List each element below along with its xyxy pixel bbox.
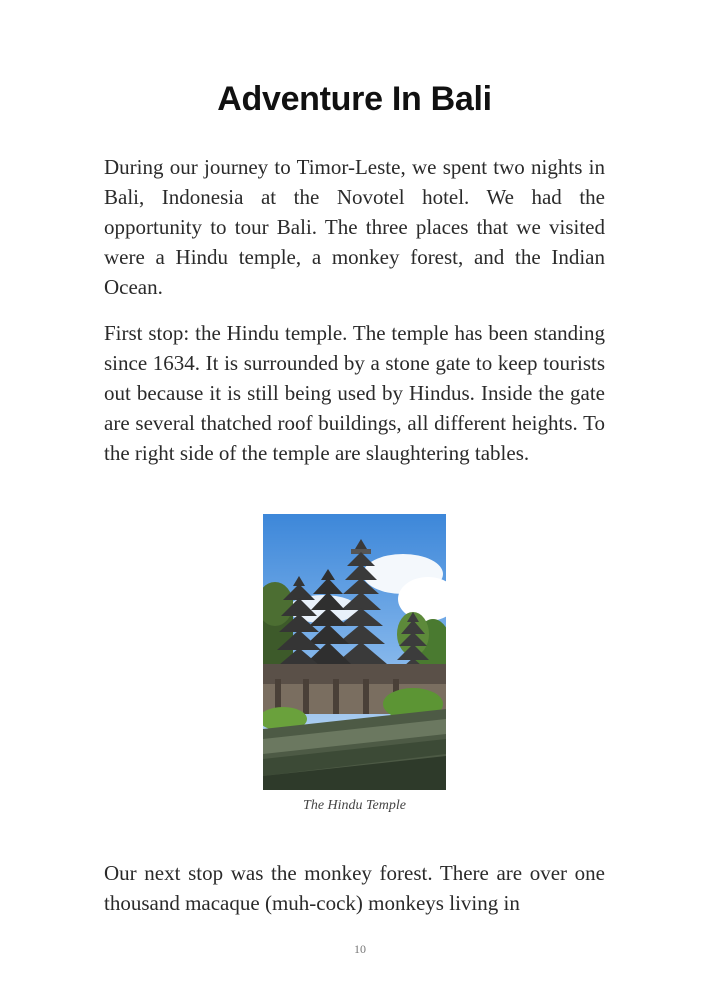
- page-number: 10: [354, 942, 366, 956]
- paragraph-hindu-temple: First stop: the Hindu temple. The temple has been standing since 1634. It is surrounded by a stone gate to keep tourists out because it is still being used by Hindus. Inside the gate are several thatched roof buildings, all different heights. To the right side of the temple are slaughtering tables.: [104, 321, 605, 465]
- figure-caption: The Hindu Temple: [303, 798, 406, 813]
- hindu-temple-photo: [263, 514, 446, 790]
- paragraph-intro: During our journey to Timor-Leste, we spent two nights in Bali, Indonesia at the Novotel hotel. We had the opportunity to tour Bali. The three places that we visited were a Hindu temple, a monkey forest, and the Indian Ocean.: [104, 155, 605, 299]
- page-title: Adventure In Bali: [217, 80, 492, 118]
- paragraph-monkey-forest: Our next stop was the monkey forest. There are over one thousand macaque (muh-cock) monkeys living in: [104, 861, 605, 915]
